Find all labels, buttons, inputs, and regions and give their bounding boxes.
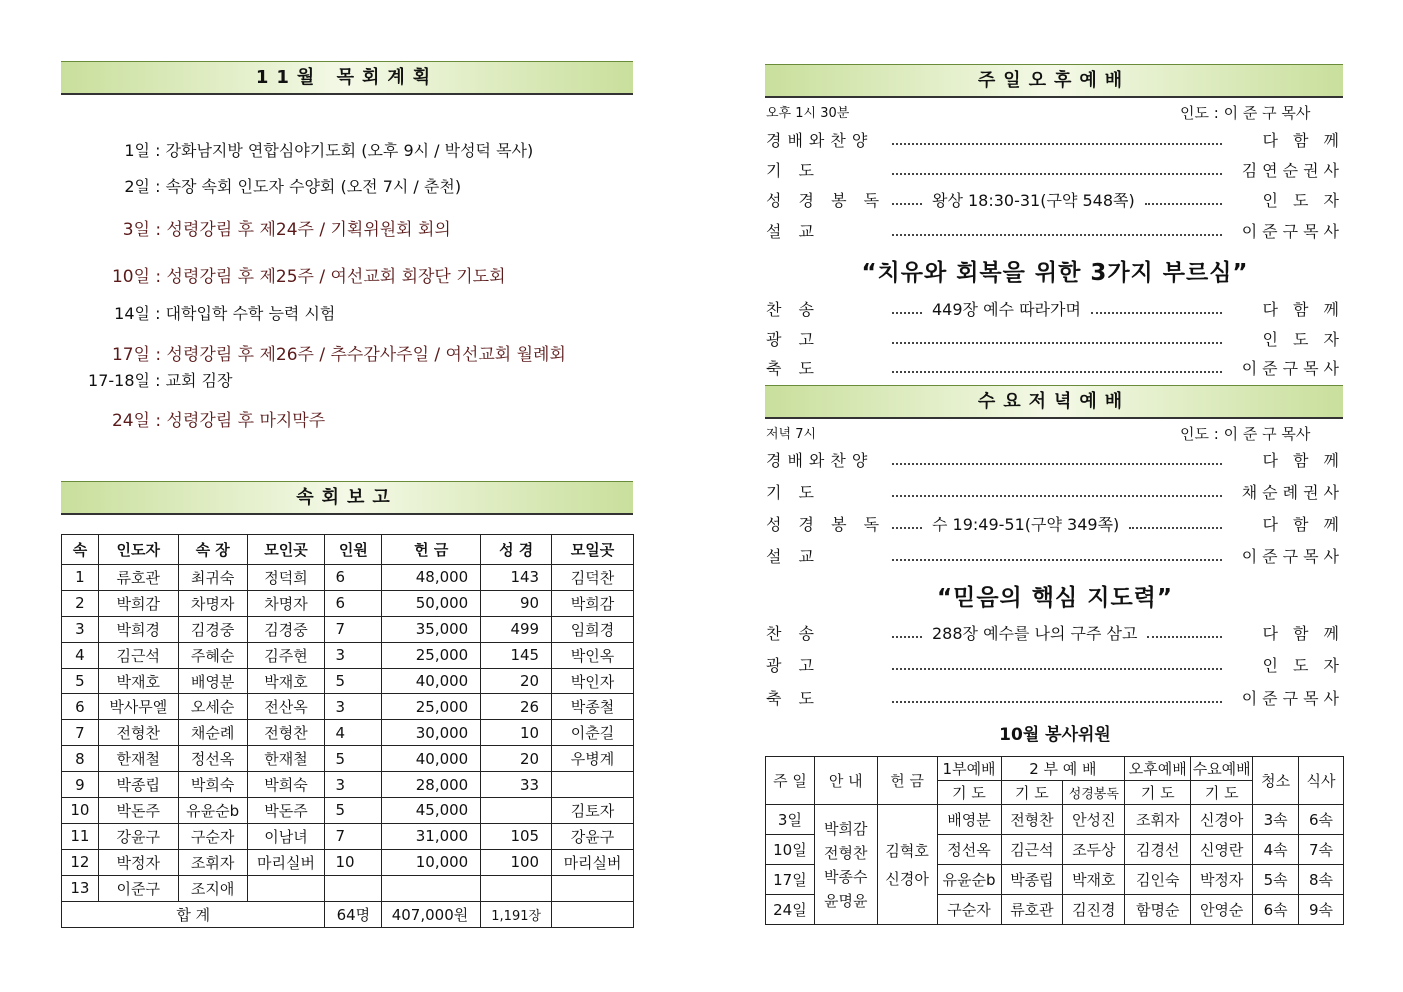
plan-item bbox=[70, 340, 566, 365]
servants-cell-meal: 9속 bbox=[1299, 895, 1344, 925]
service-order-row bbox=[766, 218, 1344, 242]
servants-h-offering: 헌 금 bbox=[877, 757, 937, 805]
servants-table bbox=[765, 756, 1344, 925]
plan-item-text: 성령강림 후 제25주 / 여선교회 회장단 기도회 bbox=[166, 267, 506, 287]
service-order-person: 이준구목사 bbox=[1241, 221, 1344, 241]
report-cell: 13 bbox=[62, 875, 99, 901]
report-col-header: 성 경 bbox=[481, 535, 552, 565]
report-cell: 박희감 bbox=[552, 590, 634, 616]
plan-item-date: 2일 bbox=[124, 177, 150, 196]
plan-item bbox=[70, 138, 533, 161]
service-order-row bbox=[766, 127, 1344, 151]
report-cell: 10,000 bbox=[382, 849, 481, 875]
servants-cell-wed: 안영순 bbox=[1191, 895, 1253, 925]
service-order-row bbox=[766, 296, 1344, 320]
report-cell: 4 bbox=[62, 642, 99, 668]
servants-week: 17일 bbox=[766, 865, 815, 895]
service-order-detail: 288장 예수를 나의 구주 삼고 bbox=[932, 623, 1138, 643]
report-title: 속회보고 bbox=[296, 487, 398, 508]
sunday-header bbox=[765, 64, 1343, 98]
plan-item-colon: : bbox=[150, 267, 167, 287]
service-order-person: 이준구목사 bbox=[1241, 688, 1344, 708]
report-col-header: 속 bbox=[62, 535, 99, 565]
report-cell: 50,000 bbox=[382, 590, 481, 616]
servants-h-meal: 식사 bbox=[1299, 757, 1344, 805]
plan-item-colon: : bbox=[150, 304, 166, 323]
servants-guides bbox=[814, 805, 877, 925]
leader-dots bbox=[892, 549, 1222, 561]
plan-item bbox=[70, 174, 461, 197]
servants-h-pray-4: 기 도 bbox=[1191, 781, 1253, 805]
plan-item-date: 24일 bbox=[111, 411, 150, 431]
servants-offerings bbox=[877, 805, 937, 925]
report-row bbox=[62, 616, 634, 642]
report-cell: 25,000 bbox=[382, 694, 481, 720]
service-order-label: 광 고 bbox=[766, 329, 820, 349]
servants-cell-pm: 김인숙 bbox=[1125, 865, 1191, 895]
report-cell: 임희경 bbox=[552, 616, 634, 642]
report-cell: 7 bbox=[62, 720, 99, 746]
servants-cell-clean: 5속 bbox=[1253, 865, 1299, 895]
service-order-label: 경배와찬양 bbox=[766, 450, 874, 470]
report-cell: 채순례 bbox=[178, 720, 247, 746]
report-cell: 35,000 bbox=[382, 616, 481, 642]
service-order-label: 찬 송 bbox=[766, 299, 820, 319]
report-cell: 김경중 bbox=[247, 616, 325, 642]
service-order-row bbox=[766, 620, 1344, 644]
report-cell: 최귀숙 bbox=[178, 565, 247, 591]
wednesday-title: 수요저녁예배 bbox=[977, 391, 1131, 412]
plan-item-colon: : bbox=[150, 411, 167, 431]
report-cell: 박돈주 bbox=[98, 798, 178, 824]
report-cell: 7 bbox=[325, 823, 382, 849]
report-cell: 105 bbox=[481, 823, 552, 849]
servants-cell-s1: 정선옥 bbox=[937, 835, 1001, 865]
report-cell: 마리실버 bbox=[247, 849, 325, 875]
servants-cell-pm: 조휘자 bbox=[1125, 805, 1191, 835]
report-cell: 이남녀 bbox=[247, 823, 325, 849]
report-cell: 박인옥 bbox=[552, 642, 634, 668]
service-order-person: 인 도 자 bbox=[1262, 655, 1344, 675]
report-cell: 25,000 bbox=[382, 642, 481, 668]
report-cell: 강윤구 bbox=[552, 823, 634, 849]
servants-h-read: 성경봉독 bbox=[1063, 781, 1125, 805]
service-order-row bbox=[766, 511, 1344, 535]
leader-dots bbox=[892, 658, 1222, 670]
plan-item-date: 17-18일 bbox=[88, 371, 150, 390]
servants-title: 10월 봉사위원 bbox=[999, 725, 1111, 745]
report-cell: 6 bbox=[62, 694, 99, 720]
report-col-header: 모일곳 bbox=[552, 535, 634, 565]
report-cell: 김경중 bbox=[178, 616, 247, 642]
report-cell: 전형찬 bbox=[247, 720, 325, 746]
report-cell: 김주현 bbox=[247, 642, 325, 668]
report-row bbox=[62, 875, 634, 901]
servants-cell-s2r: 안성진 bbox=[1063, 805, 1125, 835]
service-order-row bbox=[766, 157, 1344, 181]
leader-dots bbox=[1091, 302, 1222, 314]
report-row bbox=[62, 823, 634, 849]
plan-item-date: 10일 bbox=[111, 267, 150, 287]
service-order-label: 축 도 bbox=[766, 688, 820, 708]
servants-cell-clean: 3속 bbox=[1253, 805, 1299, 835]
report-col-header: 인도자 bbox=[98, 535, 178, 565]
report-total-empty bbox=[552, 901, 634, 927]
plan-item bbox=[70, 368, 232, 391]
report-col-header: 인원 bbox=[325, 535, 382, 565]
report-cell: 한재철 bbox=[247, 746, 325, 772]
report-cell bbox=[481, 875, 552, 901]
servants-cell-s1: 유윤순b bbox=[937, 865, 1001, 895]
service-order-label: 기 도 bbox=[766, 482, 820, 502]
report-cell: 143 bbox=[481, 565, 552, 591]
report-row bbox=[62, 668, 634, 694]
report-cell: 100 bbox=[481, 849, 552, 875]
servants-h-guide: 안 내 bbox=[814, 757, 877, 805]
report-total-row bbox=[62, 901, 634, 927]
servants-cell-s2r: 김진경 bbox=[1063, 895, 1125, 925]
service-order-person: 다 함 께 bbox=[1262, 623, 1344, 643]
service-order-detail: 449장 예수 따라가며 bbox=[932, 299, 1081, 319]
report-cell bbox=[552, 772, 634, 798]
report-row bbox=[62, 720, 634, 746]
servants-guide-name: 윤명윤 bbox=[824, 891, 868, 910]
service-order-label: 찬 송 bbox=[766, 623, 820, 643]
leader-dots bbox=[1147, 626, 1222, 638]
report-table bbox=[61, 534, 634, 928]
plan-item-date: 14일 bbox=[114, 304, 150, 323]
report-cell: 20 bbox=[481, 746, 552, 772]
report-cell: 박희숙 bbox=[178, 772, 247, 798]
servants-cell-wed: 신영란 bbox=[1191, 835, 1253, 865]
servants-cell-meal: 8속 bbox=[1299, 865, 1344, 895]
report-cell: 90 bbox=[481, 590, 552, 616]
report-cell bbox=[325, 875, 382, 901]
plan-title: 11월 목회계획 bbox=[255, 67, 439, 88]
servants-h-clean: 청소 bbox=[1253, 757, 1299, 805]
plan-header bbox=[61, 61, 633, 95]
servants-h-s2: 2 부 예 배 bbox=[1001, 757, 1125, 781]
report-cell: 5 bbox=[325, 746, 382, 772]
report-cell: 오세순 bbox=[178, 694, 247, 720]
report-cell: 10 bbox=[62, 798, 99, 824]
service-order-person: 인 도 자 bbox=[1262, 329, 1344, 349]
plan-item-colon: : bbox=[150, 345, 167, 365]
sunday-time: 오후 1시 30분 bbox=[766, 106, 850, 121]
service-order-person: 이준구목사 bbox=[1241, 546, 1344, 566]
report-row bbox=[62, 565, 634, 591]
servants-cell-s1: 구순자 bbox=[937, 895, 1001, 925]
report-cell: 박희감 bbox=[98, 590, 178, 616]
report-row bbox=[62, 798, 634, 824]
report-cell: 이춘길 bbox=[552, 720, 634, 746]
leader-dots bbox=[892, 691, 1222, 703]
servants-h-pray-3: 기 도 bbox=[1125, 781, 1191, 805]
plan-item bbox=[70, 406, 325, 431]
report-cell bbox=[481, 798, 552, 824]
report-cell: 박돈주 bbox=[247, 798, 325, 824]
report-cell: 33 bbox=[481, 772, 552, 798]
service-order-row bbox=[766, 326, 1344, 350]
leader-dots bbox=[892, 626, 922, 638]
report-cell: 1 bbox=[62, 565, 99, 591]
report-cell: 박종철 bbox=[552, 694, 634, 720]
service-order-row bbox=[766, 652, 1344, 676]
report-cell: 5 bbox=[325, 798, 382, 824]
servants-guide-name: 박종수 bbox=[824, 867, 868, 886]
service-order-label: 성 경 봉 독 bbox=[766, 190, 886, 210]
sunday-sermon-title: “치유와 회복을 위한 3가지 부르심” bbox=[861, 260, 1249, 286]
service-order-label: 경배와찬양 bbox=[766, 130, 874, 150]
servants-offering-name: 신경아 bbox=[885, 869, 929, 888]
service-order-row bbox=[766, 479, 1344, 503]
report-row bbox=[62, 694, 634, 720]
report-cell: 강윤구 bbox=[98, 823, 178, 849]
report-cell: 8 bbox=[62, 746, 99, 772]
report-cell: 구순자 bbox=[178, 823, 247, 849]
service-order-person: 김연순권사 bbox=[1241, 160, 1344, 180]
report-cell: 7 bbox=[325, 616, 382, 642]
leader-dots bbox=[892, 133, 1222, 145]
servants-h-wed: 수요예배 bbox=[1191, 757, 1253, 781]
report-cell: 40,000 bbox=[382, 746, 481, 772]
plan-item bbox=[70, 215, 451, 240]
service-order-person: 이준구목사 bbox=[1241, 358, 1344, 378]
plan-item-text: 성령강림 후 제26주 / 추수감사주일 / 여선교회 월례회 bbox=[166, 345, 566, 365]
report-cell: 조휘자 bbox=[178, 849, 247, 875]
report-total-people: 64명 bbox=[325, 901, 382, 927]
report-cell: 26 bbox=[481, 694, 552, 720]
report-cell: 10 bbox=[325, 849, 382, 875]
report-cell: 박재호 bbox=[247, 668, 325, 694]
servants-guide-name: 박희감 bbox=[824, 819, 868, 838]
report-cell: 31,000 bbox=[382, 823, 481, 849]
report-cell: 주혜순 bbox=[178, 642, 247, 668]
report-cell: 박인자 bbox=[552, 668, 634, 694]
servants-cell-wed: 박정자 bbox=[1191, 865, 1253, 895]
leader-dots bbox=[892, 302, 922, 314]
report-cell: 3 bbox=[325, 772, 382, 798]
servants-week: 3일 bbox=[766, 805, 815, 835]
report-cell: 박희숙 bbox=[247, 772, 325, 798]
service-order-person: 채순례권사 bbox=[1241, 482, 1344, 502]
report-cell: 5 bbox=[325, 668, 382, 694]
report-col-header: 속 장 bbox=[178, 535, 247, 565]
report-cell: 류호관 bbox=[98, 565, 178, 591]
servants-week: 10일 bbox=[766, 835, 815, 865]
report-cell: 5 bbox=[62, 668, 99, 694]
report-cell: 박희경 bbox=[98, 616, 178, 642]
leader-dots bbox=[1145, 193, 1222, 205]
report-row bbox=[62, 642, 634, 668]
report-cell: 3 bbox=[325, 694, 382, 720]
service-order-person: 다 함 께 bbox=[1262, 450, 1344, 470]
plan-item-date: 1일 bbox=[124, 141, 150, 160]
plan-item-text: 강화남지방 연합심야기도회 (오후 9시 / 박성덕 목사) bbox=[165, 141, 534, 160]
plan-item-colon: : bbox=[150, 220, 167, 240]
plan-item bbox=[70, 262, 506, 287]
report-cell: 9 bbox=[62, 772, 99, 798]
servants-h-pray-1: 기 도 bbox=[937, 781, 1001, 805]
report-row bbox=[62, 746, 634, 772]
report-cell: 이준구 bbox=[98, 875, 178, 901]
report-total-money: 407,000원 bbox=[382, 901, 481, 927]
servants-cell-clean: 6속 bbox=[1253, 895, 1299, 925]
report-cell: 차명자 bbox=[247, 590, 325, 616]
servants-cell-s2p: 류호관 bbox=[1001, 895, 1063, 925]
wednesday-sermon-title: “믿음의 핵심 지도력” bbox=[937, 585, 1173, 611]
servants-h-pray-2: 기 도 bbox=[1001, 781, 1063, 805]
plan-item-colon: : bbox=[150, 371, 166, 390]
service-order-row bbox=[766, 685, 1344, 709]
report-cell: 20 bbox=[481, 668, 552, 694]
plan-item-colon: : bbox=[150, 141, 166, 160]
service-order-label: 기 도 bbox=[766, 160, 820, 180]
leader-dots bbox=[892, 453, 1222, 465]
report-cell: 4 bbox=[325, 720, 382, 746]
service-order-row bbox=[766, 543, 1344, 567]
report-cell: 3 bbox=[62, 616, 99, 642]
leader-dots bbox=[892, 332, 1222, 344]
report-cell: 145 bbox=[481, 642, 552, 668]
report-cell: 2 bbox=[62, 590, 99, 616]
service-order-label: 성 경 봉 독 bbox=[766, 514, 886, 534]
report-cell: 6 bbox=[325, 565, 382, 591]
report-cell: 499 bbox=[481, 616, 552, 642]
plan-item-colon: : bbox=[150, 177, 166, 196]
servants-cell-pm: 함명순 bbox=[1125, 895, 1191, 925]
servants-week: 24일 bbox=[766, 895, 815, 925]
report-cell: 배영분 bbox=[178, 668, 247, 694]
plan-item-text: 성령강림 후 마지막주 bbox=[166, 411, 326, 431]
plan-item-text: 속장 속회 인도자 수양회 (오전 7시 / 춘천) bbox=[165, 177, 462, 196]
leader-dots bbox=[892, 193, 922, 205]
servants-cell-clean: 4속 bbox=[1253, 835, 1299, 865]
report-cell: 30,000 bbox=[382, 720, 481, 746]
servants-guide-name: 전형찬 bbox=[824, 843, 868, 862]
report-cell: 우병계 bbox=[552, 746, 634, 772]
report-cell: 김근석 bbox=[98, 642, 178, 668]
report-cell: 박정자 bbox=[98, 849, 178, 875]
servants-row bbox=[766, 805, 1344, 835]
plan-item-date: 17일 bbox=[111, 345, 150, 365]
report-col-header: 헌 금 bbox=[382, 535, 481, 565]
report-cell: 전형찬 bbox=[98, 720, 178, 746]
wednesday-time: 저녁 7시 bbox=[766, 427, 817, 442]
report-cell: 한재철 bbox=[98, 746, 178, 772]
report-cell: 유윤순b bbox=[178, 798, 247, 824]
report-cell bbox=[382, 875, 481, 901]
servants-cell-s1: 배영분 bbox=[937, 805, 1001, 835]
service-order-person: 다 함 께 bbox=[1262, 514, 1344, 534]
servants-h-s1: 1부예배 bbox=[937, 757, 1001, 781]
report-cell: 3 bbox=[325, 642, 382, 668]
report-cell: 전산옥 bbox=[247, 694, 325, 720]
report-cell: 김덕찬 bbox=[552, 565, 634, 591]
service-order-detail: 왕상 18:30-31(구약 548쪽) bbox=[932, 190, 1135, 210]
report-cell bbox=[247, 875, 325, 901]
servants-cell-s2p: 김근석 bbox=[1001, 835, 1063, 865]
plan-item-text: 교회 김장 bbox=[165, 371, 233, 390]
service-order-row bbox=[766, 355, 1344, 379]
service-order-label: 설 교 bbox=[766, 221, 820, 241]
plan-item-text: 성령강림 후 제24주 / 기획위원회 회의 bbox=[166, 220, 451, 240]
report-cell: 박종립 bbox=[98, 772, 178, 798]
report-col-header: 모인곳 bbox=[247, 535, 325, 565]
report-cell: 48,000 bbox=[382, 565, 481, 591]
servants-h-week: 주 일 bbox=[766, 757, 815, 805]
servants-h-pm: 오후예배 bbox=[1125, 757, 1191, 781]
wednesday-header bbox=[765, 385, 1343, 419]
report-cell: 정덕희 bbox=[247, 565, 325, 591]
service-order-row bbox=[766, 447, 1344, 471]
service-order-person: 인 도 자 bbox=[1262, 190, 1344, 210]
plan-item-text: 대학입학 수학 능력 시험 bbox=[165, 304, 336, 323]
report-cell: 정선옥 bbox=[178, 746, 247, 772]
leader-dots bbox=[1129, 517, 1222, 529]
leader-dots bbox=[892, 361, 1222, 373]
servants-cell-s2p: 전형찬 bbox=[1001, 805, 1063, 835]
report-cell: 박재호 bbox=[98, 668, 178, 694]
report-total-label: 합 계 bbox=[62, 901, 325, 927]
wednesday-leader: 인도 : 이 준 구 목사 bbox=[1180, 425, 1311, 443]
report-row bbox=[62, 772, 634, 798]
servants-cell-meal: 7속 bbox=[1299, 835, 1344, 865]
report-cell: 박사무엘 bbox=[98, 694, 178, 720]
service-order-detail: 수 19:49-51(구약 349쪽) bbox=[932, 514, 1120, 534]
report-cell: 11 bbox=[62, 823, 99, 849]
report-cell: 6 bbox=[325, 590, 382, 616]
service-order-label: 설 교 bbox=[766, 546, 820, 566]
report-cell: 28,000 bbox=[382, 772, 481, 798]
report-cell: 마리실버 bbox=[552, 849, 634, 875]
leader-dots bbox=[892, 163, 1222, 175]
report-cell: 김토자 bbox=[552, 798, 634, 824]
leader-dots bbox=[892, 224, 1222, 236]
service-order-label: 광 고 bbox=[766, 655, 820, 675]
service-order-person: 다 함 께 bbox=[1262, 130, 1344, 150]
report-cell: 10 bbox=[481, 720, 552, 746]
leader-dots bbox=[892, 485, 1222, 497]
service-order-row bbox=[766, 187, 1344, 211]
leader-dots bbox=[892, 517, 922, 529]
service-order-person: 다 함 께 bbox=[1262, 299, 1344, 319]
servants-cell-s2r: 조두상 bbox=[1063, 835, 1125, 865]
report-total-bible: 1,191장 bbox=[481, 901, 552, 927]
servants-cell-meal: 6속 bbox=[1299, 805, 1344, 835]
servants-cell-pm: 김경선 bbox=[1125, 835, 1191, 865]
report-row bbox=[62, 590, 634, 616]
report-cell: 45,000 bbox=[382, 798, 481, 824]
report-header bbox=[61, 481, 633, 515]
report-row bbox=[62, 849, 634, 875]
servants-cell-s2r: 박재호 bbox=[1063, 865, 1125, 895]
report-cell: 12 bbox=[62, 849, 99, 875]
servants-cell-wed: 신경아 bbox=[1191, 805, 1253, 835]
plan-item-date: 3일 bbox=[122, 220, 150, 240]
service-order-label: 축 도 bbox=[766, 358, 820, 378]
report-cell bbox=[552, 875, 634, 901]
report-cell: 차명자 bbox=[178, 590, 247, 616]
report-cell: 40,000 bbox=[382, 668, 481, 694]
plan-item bbox=[70, 301, 335, 324]
report-cell: 조지애 bbox=[178, 875, 247, 901]
sunday-leader: 인도 : 이 준 구 목사 bbox=[1180, 104, 1311, 122]
servants-offering-name: 김혁호 bbox=[885, 841, 929, 860]
sunday-title: 주일오후예배 bbox=[977, 70, 1131, 91]
servants-cell-s2p: 박종립 bbox=[1001, 865, 1063, 895]
